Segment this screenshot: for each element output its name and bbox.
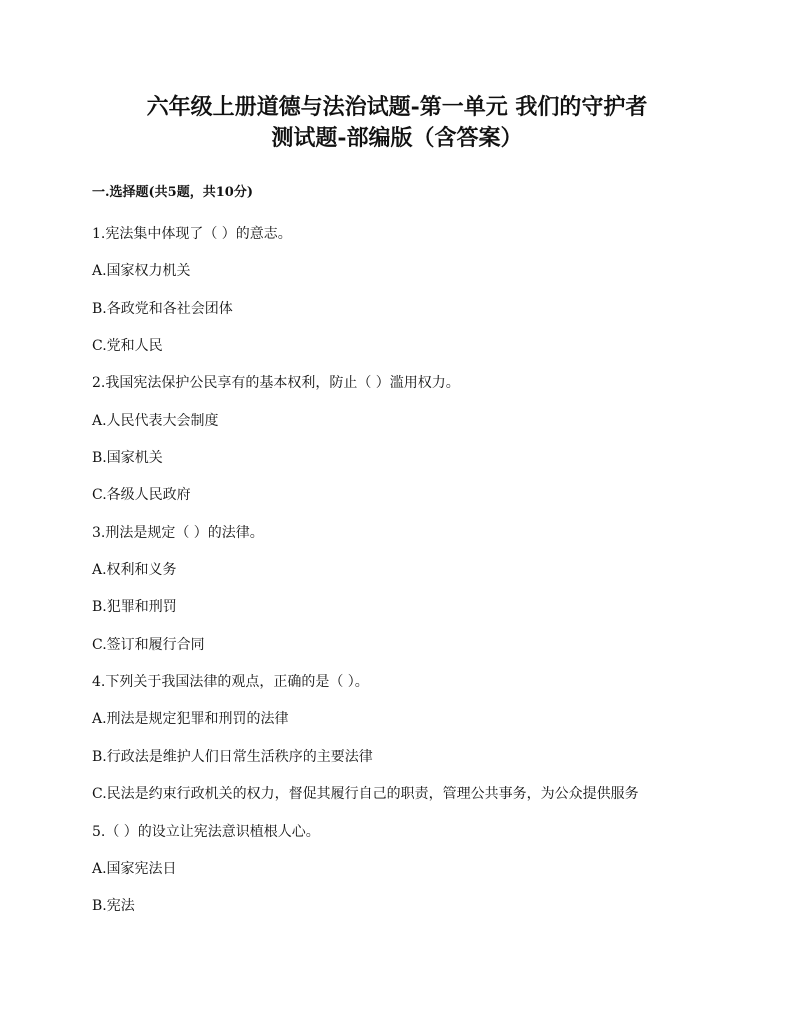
option-b: B.各政党和各社会团体 [92,300,233,317]
option-a: A.权利和义务 [92,562,177,579]
document-title [0,92,794,154]
question-stem: 4.下列关于我国法律的观点，正确的是（ ）。 [92,674,369,691]
question-stem: 5.（ ）的设立让宪法意识植根人心。 [92,823,320,840]
option-b: B.行政法是维护人们日常生活秩序的主要法律 [92,748,373,765]
option-c: C.党和人民 [92,338,163,355]
option-b: B.犯罪和刑罚 [92,599,177,616]
option-b: B.国家机关 [92,450,163,467]
option-c: C.民法是约束行政机关的权力，督促其履行自己的职责，管理公共事务，为公众提供服务 [92,786,639,803]
option-a: A.人民代表大会制度 [92,412,219,429]
option-a: A.国家权力机关 [92,263,191,280]
question-stem: 1.宪法集中体现了（ ）的意志。 [92,226,292,242]
question-list [92,224,754,934]
option-c: C.签订和履行合同 [92,636,205,653]
option-b: B.宪法 [92,898,135,915]
option-a: A.国家宪法日 [92,860,177,877]
option-c: C.各级人民政府 [92,487,191,504]
section-heading: 一.选择题(共5题，共10分) [92,185,253,200]
option-a: A.刑法是规定犯罪和刑罚的法律 [92,711,289,728]
question-stem: 3.刑法是规定（ ）的法律。 [92,524,264,541]
question-stem: 2.我国宪法保护公民享有的基本权利，防止（ ）滥用权力。 [92,375,460,392]
title-line-1: 六年级上册道德与法治试题-第一单元 我们的守护者 [146,94,648,120]
title-line-2: 测试题-部编版（含答案） [271,125,523,151]
